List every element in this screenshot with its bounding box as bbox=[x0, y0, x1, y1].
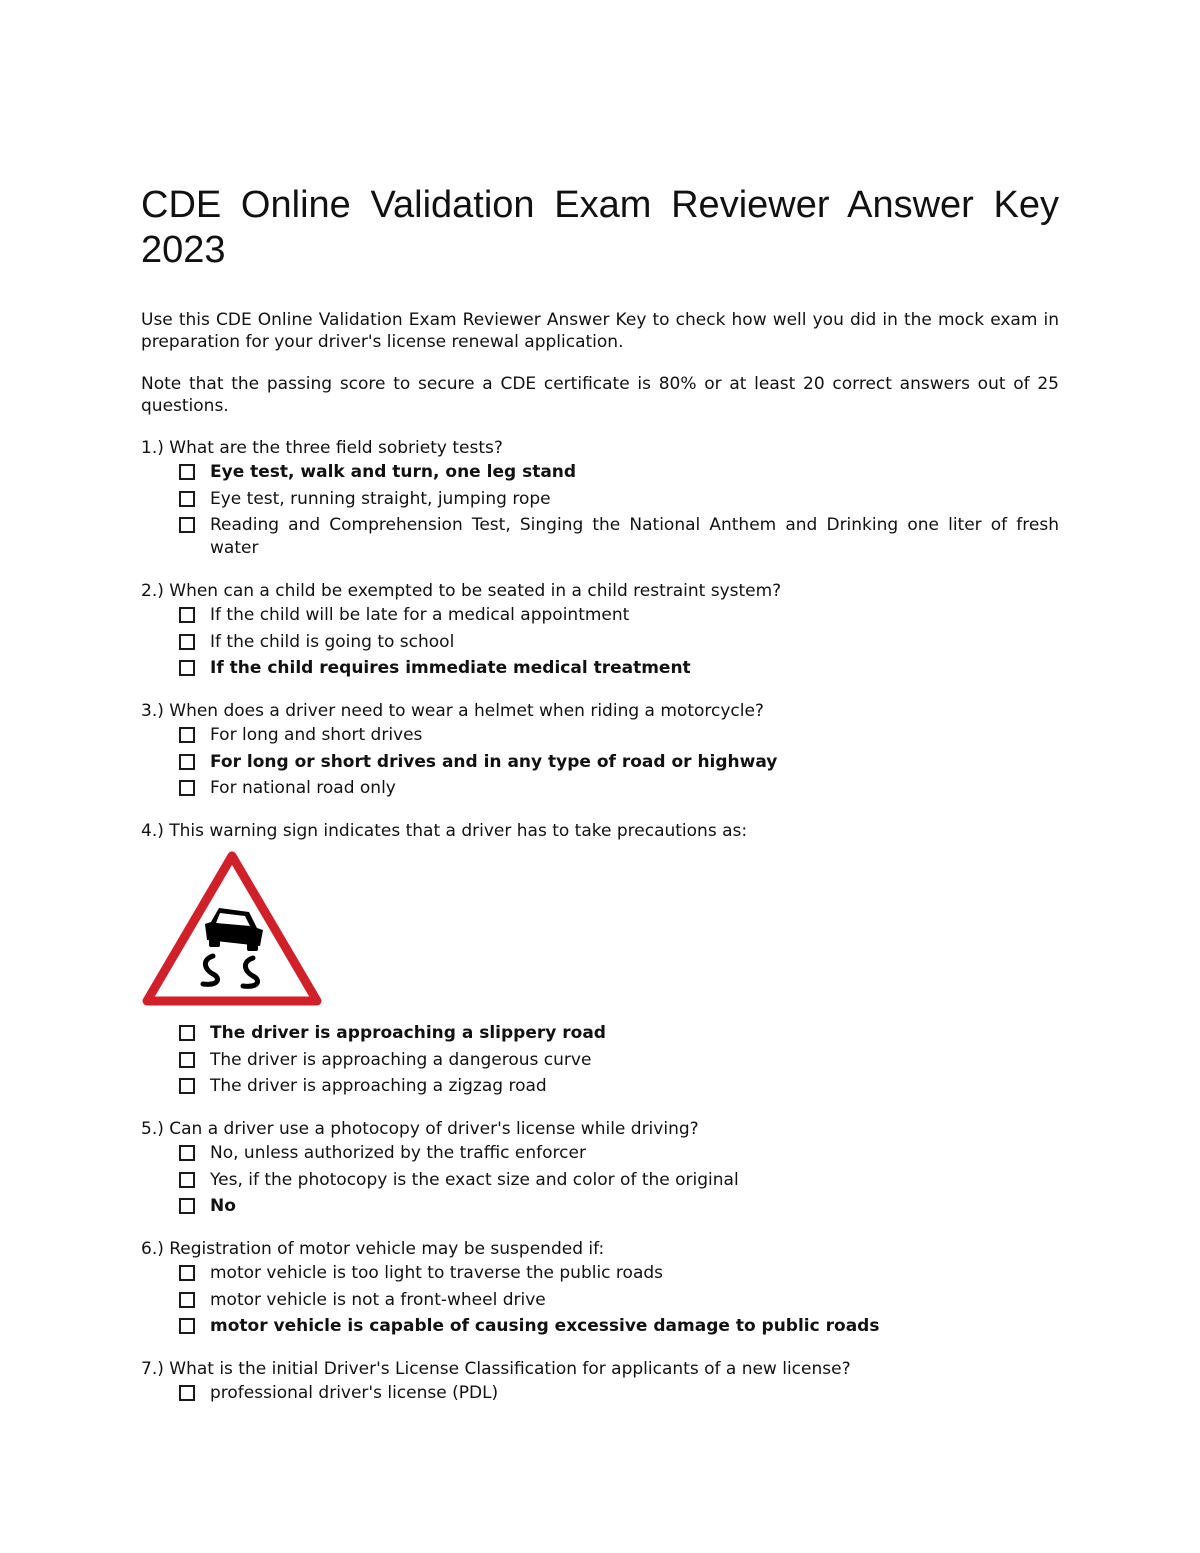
checkbox-icon[interactable] bbox=[179, 1025, 195, 1041]
checkbox-icon[interactable] bbox=[179, 660, 195, 676]
checkbox-icon[interactable] bbox=[179, 464, 195, 480]
option-label: No, unless authorized by the traffic enforcer bbox=[210, 1143, 586, 1163]
options-list bbox=[141, 724, 1059, 800]
option-label: The driver is approaching a zigzag road bbox=[210, 1076, 547, 1096]
question-2 bbox=[141, 580, 1059, 680]
option-item[interactable] bbox=[179, 724, 1059, 747]
option-label: For long and short drives bbox=[210, 725, 423, 745]
option-item[interactable] bbox=[179, 1142, 1059, 1165]
option-label: Yes, if the photocopy is the exact size and color of the original bbox=[210, 1169, 739, 1190]
checkbox-icon[interactable] bbox=[179, 780, 195, 796]
question-1 bbox=[141, 437, 1059, 560]
note-paragraph: Note that the passing score to secure a CDE certificate is 80% or at least 20 correct answers out of 25 questions. bbox=[141, 374, 1059, 416]
option-label: If the child is going to school bbox=[210, 631, 455, 652]
intro-paragraph: Use this CDE Online Validation Exam Reviewer Answer Key to check how well you did in the mock exam in preparation for your driver's license renewal application. bbox=[141, 310, 1059, 352]
option-label: motor vehicle is not a front-wheel drive bbox=[210, 1289, 546, 1310]
question-5 bbox=[141, 1118, 1059, 1218]
question-text: 3.) When does a driver need to wear a helmet when riding a motorcycle? bbox=[141, 701, 764, 721]
question-text: 7.) What is the initial Driver's License Classification for applicants of a new license? bbox=[141, 1359, 851, 1379]
checkbox-icon[interactable] bbox=[179, 517, 195, 533]
option-label: For national road only bbox=[210, 778, 396, 798]
checkbox-icon[interactable] bbox=[179, 727, 195, 743]
options-list bbox=[141, 1022, 1059, 1098]
document-title-year: 2023 bbox=[141, 229, 226, 271]
option-label: Eye test, running straight, jumping rope bbox=[210, 488, 551, 509]
option-label: If the child will be late for a medical appointment bbox=[210, 605, 630, 625]
option-label: The driver is approaching a dangerous curve bbox=[210, 1049, 592, 1070]
options-list bbox=[141, 1262, 1059, 1338]
option-item[interactable] bbox=[179, 1022, 1059, 1045]
option-item[interactable] bbox=[179, 777, 1059, 800]
option-label: motor vehicle is too light to traverse the public roads bbox=[210, 1263, 664, 1283]
option-item[interactable] bbox=[179, 631, 1059, 654]
option-item[interactable] bbox=[179, 1382, 1059, 1405]
checkbox-icon[interactable] bbox=[179, 1172, 195, 1188]
question-text: 6.) Registration of motor vehicle may be suspended if: bbox=[141, 1239, 605, 1259]
option-label: No bbox=[210, 1196, 236, 1216]
question-6 bbox=[141, 1238, 1059, 1338]
checkbox-icon[interactable] bbox=[179, 1198, 195, 1214]
question-text: 5.) Can a driver use a photocopy of driver's license while driving? bbox=[141, 1119, 699, 1139]
question-4 bbox=[141, 820, 1059, 1098]
question-text: 4.) This warning sign indicates that a driver has to take precautions as: bbox=[141, 821, 748, 841]
option-item[interactable] bbox=[179, 1195, 1059, 1218]
option-item[interactable] bbox=[179, 514, 1059, 560]
option-label: professional driver's license (PDL) bbox=[210, 1383, 499, 1403]
option-label: motor vehicle is capable of causing excessive damage to public roads bbox=[210, 1316, 880, 1336]
option-item[interactable] bbox=[179, 1169, 1059, 1192]
document-page bbox=[141, 183, 1059, 1425]
option-item[interactable] bbox=[179, 488, 1059, 511]
checkbox-icon[interactable] bbox=[179, 1318, 195, 1334]
option-label: Reading and Comprehension Test, Singing the National Anthem and Drinking one liter of fresh water bbox=[210, 515, 1059, 558]
option-label: Eye test, walk and turn, one leg stand bbox=[210, 462, 577, 482]
question-text: 2.) When can a child be exempted to be seated in a child restraint system? bbox=[141, 581, 782, 601]
options-list bbox=[141, 1142, 1059, 1218]
checkbox-icon[interactable] bbox=[179, 607, 195, 623]
checkbox-icon[interactable] bbox=[179, 1385, 195, 1401]
checkbox-icon[interactable] bbox=[179, 491, 195, 507]
checkbox-icon[interactable] bbox=[179, 1145, 195, 1161]
option-item[interactable] bbox=[179, 1315, 1059, 1338]
option-label: If the child requires immediate medical treatment bbox=[210, 658, 691, 678]
checkbox-icon[interactable] bbox=[179, 1265, 195, 1281]
option-item[interactable] bbox=[179, 1049, 1059, 1072]
options-list bbox=[141, 604, 1059, 680]
checkbox-icon[interactable] bbox=[179, 634, 195, 650]
document-title: CDE Online Validation Exam Reviewer Answer Key bbox=[141, 184, 1059, 226]
question-7 bbox=[141, 1358, 1059, 1405]
option-item[interactable] bbox=[179, 1075, 1059, 1098]
checkbox-icon[interactable] bbox=[179, 1052, 195, 1068]
option-item[interactable] bbox=[179, 1262, 1059, 1285]
option-label: For long or short drives and in any type of road or highway bbox=[210, 751, 778, 772]
option-item[interactable] bbox=[179, 751, 1059, 774]
option-item[interactable] bbox=[179, 461, 1059, 484]
option-item[interactable] bbox=[179, 604, 1059, 627]
options-list bbox=[141, 1382, 1059, 1405]
slippery-road-sign-icon bbox=[141, 850, 323, 1010]
options-list bbox=[141, 461, 1059, 560]
checkbox-icon[interactable] bbox=[179, 1078, 195, 1094]
checkbox-icon[interactable] bbox=[179, 1292, 195, 1308]
checkbox-icon[interactable] bbox=[179, 754, 195, 770]
option-item[interactable] bbox=[179, 1289, 1059, 1312]
option-item[interactable] bbox=[179, 657, 1059, 680]
option-label: The driver is approaching a slippery road bbox=[210, 1023, 606, 1043]
question-3 bbox=[141, 700, 1059, 800]
question-text: 1.) What are the three field sobriety tests? bbox=[141, 438, 503, 458]
